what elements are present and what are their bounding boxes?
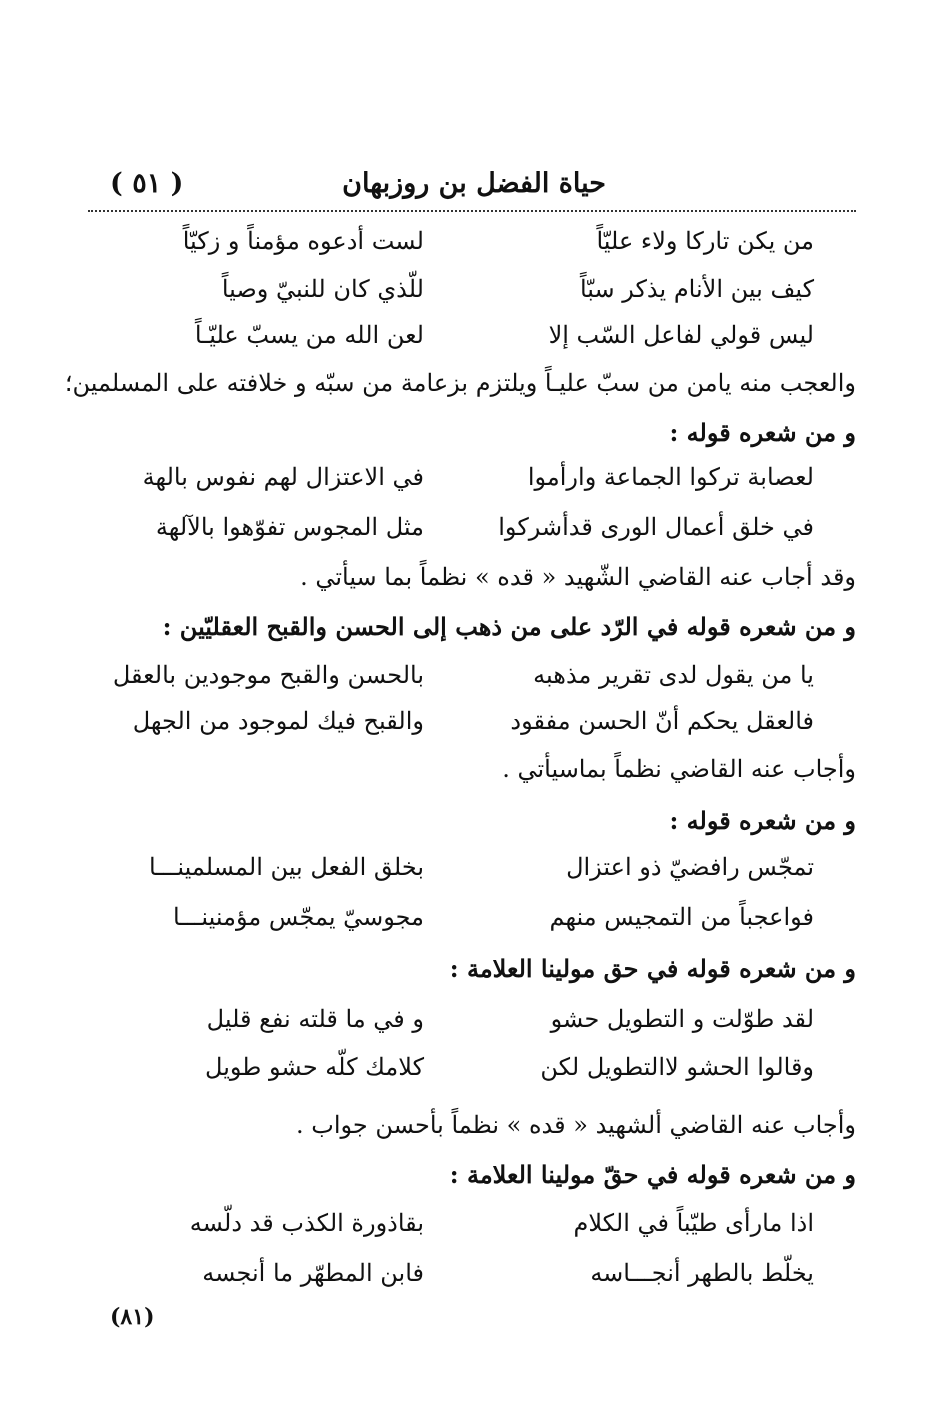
prose-paragraph-4: وأجاب عنه القاضي ألشهيد « قده » نظماً بأحسن جواب . [295, 1111, 856, 1139]
header-divider [88, 210, 856, 212]
verse-4-left-hemistich: في الاعتزال لهم نفوس بالهة [142, 463, 424, 491]
verse-5-right-hemistich: في خلق أعمال الورى قدأشركوا [498, 513, 814, 541]
verse-11-left-hemistich: كلامك كلّه حشو طويل [205, 1053, 424, 1081]
verse-3-right-hemistich: ليس قولي لفاعل السّب إلا [548, 321, 814, 349]
verse-2-right-hemistich: كيف بين الأنام يذكر سبّاً [579, 275, 814, 303]
verse-12-right-hemistich: اذا مارأى طيّباً في الكلام [573, 1209, 814, 1237]
verse-13-left-hemistich: فابن المطهّر ما أنجسه [202, 1259, 424, 1287]
verse-2-left-hemistich: للّذي كان للنبيّ وصياً [221, 275, 424, 303]
page-number-top: ( ٥١ ) [110, 168, 184, 199]
verse-1-right-hemistich: من يكن تاركا ولاء عليّاً [596, 227, 814, 255]
verse-13-right-hemistich: يخلّط بالطهر أنجـــاسه [590, 1259, 814, 1287]
page-number-bottom: (٨١) [110, 1304, 155, 1330]
verse-11-right-hemistich: وقالوا الحشو لاالتطويل لكن [540, 1053, 814, 1081]
verse-9-right-hemistich: فواعجباً من التمجيس منهم [549, 903, 814, 931]
verse-5-left-hemistich: مثل المجوس تفوّهوا بالآلهة [155, 513, 424, 541]
verse-4-right-hemistich: لعصابة تركوا الجماعة وارأموا [527, 463, 814, 491]
section-intro-1: و من شعره قوله : [669, 418, 856, 447]
section-intro-2: و من شعره قوله في الرّد على من ذهب إلى الحسن والقبح العقليّين : [162, 612, 856, 641]
verse-7-right-hemistich: فالعقل يحكم أنّ الحسن مفقود [510, 707, 814, 735]
verse-8-left-hemistich: بخلق الفعل بين المسلمينـــا [148, 853, 424, 881]
verse-8-right-hemistich: تمجّس رافضيّ ذو اعتزال [566, 853, 814, 881]
verse-6-left-hemistich: بالحسن والقبح موجودين بالعقل [112, 661, 424, 689]
verse-10-left-hemistich: و في ما قلته نفع قليل [206, 1005, 424, 1033]
verse-9-left-hemistich: مجوسيّ يمجّس مؤمنينـــا [172, 903, 424, 931]
verse-1-left-hemistich: لست أدعوه مؤمناً و زكيّاً [182, 227, 424, 255]
page-header [88, 168, 856, 208]
section-intro-3: و من شعره قوله : [669, 806, 856, 835]
prose-paragraph-3: وأجاب عنه القاضي نظماً بماسيأتي . [502, 755, 856, 783]
verse-3-left-hemistich: لعن الله من يسبّ عليّـاً [194, 321, 424, 349]
verse-10-right-hemistich: لقد طوّلت و التطويل حشو [550, 1005, 814, 1033]
prose-paragraph-1: والعجب منه يامن من سبّ عليـاً ويلتزم بزعامة من سبّه و خلافته على المسلمين؛ [64, 369, 856, 397]
verse-12-left-hemistich: بقاذورة الكذب قد دلّسه [189, 1209, 424, 1237]
section-intro-4: و من شعره قوله في حق مولينا العلامة : [449, 954, 856, 983]
prose-paragraph-2: وقد أجاب عنه القاضي الشّهيد « قده » نظماً بما سيأتي . [300, 563, 856, 591]
verse-6-right-hemistich: يا من يقول لدى تقرير مذهبه [533, 661, 814, 689]
section-intro-5: و من شعره قوله في حقّ مولينا العلامة : [449, 1160, 856, 1189]
verse-7-left-hemistich: والقبح فيك لموجود من الجهل [132, 707, 424, 735]
running-title: حياة الفضل بن روزبهان [342, 168, 606, 199]
